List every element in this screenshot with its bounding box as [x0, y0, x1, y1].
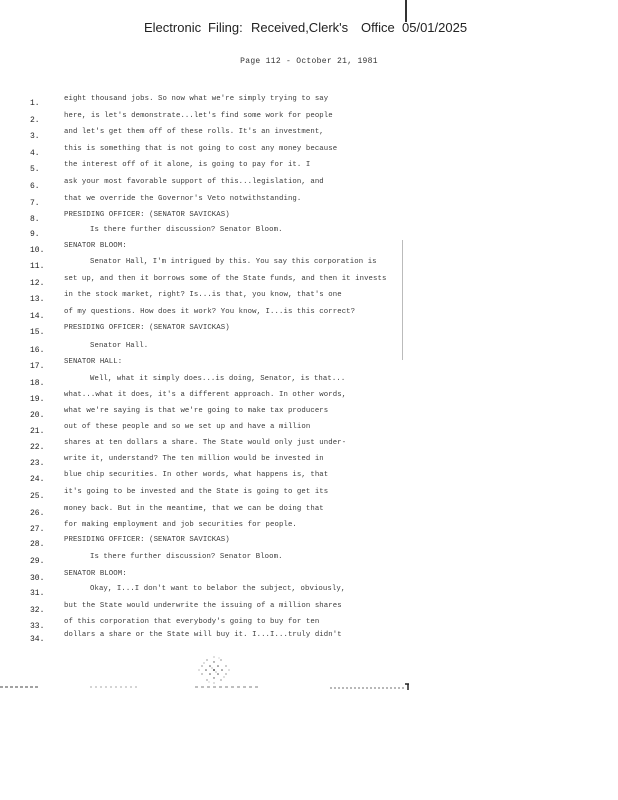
transcript-line: Senator Hall, I'm intrigued by this. You say this corporation is [90, 258, 377, 266]
transcript-line: ask your most favorable support of this...legislation, and [64, 178, 324, 186]
line-number: 2. [30, 116, 40, 125]
transcript-line: set up, and then it borrows some of the State funds, and then it invests [64, 275, 387, 283]
transcript-line: this is something that is not going to cost any money because [64, 145, 338, 153]
transcript-line: PRESIDING OFFICER: (SENATOR SAVICKAS) [64, 324, 230, 332]
line-number: 17. [30, 362, 45, 371]
transcript-line: it's going to be invested and the State is going to get its [64, 488, 329, 496]
transcript-line: out of these people and so we set up and have a million [64, 423, 311, 431]
transcript-line: eight thousand jobs. So now what we're simply trying to say [64, 95, 329, 103]
line-number: 26. [30, 509, 45, 518]
line-number: 6. [30, 182, 40, 191]
line-number: 33. [30, 622, 45, 631]
transcript-line: Okay, I...I don't want to belabor the subject, obviously, [90, 585, 346, 593]
line-number: 12. [30, 279, 45, 288]
scan-margin-line [402, 240, 403, 360]
transcript-line: write it, understand? The ten million would be invested in [64, 455, 324, 463]
line-number: 19. [30, 395, 45, 404]
transcript-line: blue chip securities. In other words, what happens is, that [64, 471, 329, 479]
transcript-line: here, is let's demonstrate...let's find some work for people [64, 112, 333, 120]
stamp-received: Received,Clerk's [251, 20, 349, 35]
transcript-line: and let's get them off of these rolls. It's an investment, [64, 128, 324, 136]
page-header: Page 112 - October 21, 1981 [240, 57, 378, 66]
line-number: 25. [30, 492, 45, 501]
line-number: 11. [30, 262, 45, 271]
line-number: 7. [30, 199, 40, 208]
line-number: 13. [30, 295, 45, 304]
transcript-line: SENATOR BLOOM: [64, 242, 127, 250]
line-number: 8. [30, 215, 40, 224]
line-number: 27. [30, 525, 45, 534]
line-number: 31. [30, 589, 45, 598]
line-number: 34. [30, 635, 45, 644]
stamp-office: Office [361, 20, 395, 35]
line-number: 23. [30, 459, 45, 468]
transcript-line: of this corporation that everybody's going to buy for ten [64, 618, 320, 626]
bottom-border-line [0, 683, 410, 691]
transcript-line: Is there further discussion? Senator Bloom. [90, 226, 283, 234]
transcript-line: what we're saying is that we're going to make tax producers [64, 407, 329, 415]
line-number: 29. [30, 557, 45, 566]
transcript-line: Is there further discussion? Senator Bloom. [90, 553, 283, 561]
transcript-line: the interest off of it alone, is going to pay for it. I [64, 161, 311, 169]
stamp-filing: Filing: [208, 20, 243, 35]
line-number: 5. [30, 165, 40, 174]
line-number: 21. [30, 427, 45, 436]
line-number: 15. [30, 328, 45, 337]
line-number: 20. [30, 411, 45, 420]
transcript-line: of my questions. How does it work? You know, I...is this correct? [64, 308, 356, 316]
transcript-line: Senator Hall. [90, 342, 149, 350]
scan-margin-line [405, 0, 407, 22]
transcript-line: shares at ten dollars a share. The State would only just under- [64, 439, 347, 447]
line-number: 16. [30, 346, 45, 355]
transcript-line: in the stock market, right? Is...is that, you know, that's one [64, 291, 342, 299]
line-number: 32. [30, 606, 45, 615]
stamp-electronic: Electronic [144, 20, 202, 35]
transcript-line: Well, what it simply does...is doing, Senator, is that... [90, 375, 346, 383]
line-number: 14. [30, 312, 45, 321]
line-number: 30. [30, 574, 45, 583]
line-number: 22. [30, 443, 45, 452]
transcript-line: PRESIDING OFFICER: (SENATOR SAVICKAS) [64, 211, 230, 219]
line-number: 18. [30, 379, 45, 388]
line-number: 24. [30, 475, 45, 484]
transcript-line: PRESIDING OFFICER: (SENATOR SAVICKAS) [64, 536, 230, 544]
transcript-line: SENATOR HALL: [64, 358, 123, 366]
transcript-line: money back. But in the meantime, that we can be doing that [64, 505, 324, 513]
line-number: 10. [30, 246, 45, 255]
transcript-line: dollars a share or the State will buy it. I...I...truly didn't [64, 631, 342, 639]
transcript-line: for making employment and job securities for people. [64, 521, 297, 529]
transcript-line: SENATOR BLOOM: [64, 570, 127, 578]
stamp-date: 05/01/2025 [402, 20, 468, 35]
line-number: 3. [30, 132, 40, 141]
transcript-line: what...what it does, it's a different approach. In other words, [64, 391, 347, 399]
line-number: 28. [30, 540, 45, 549]
transcript-line: that we override the Governor's Veto notwithstanding. [64, 195, 302, 203]
transcript-line: but the State would underwrite the issuing of a million shares [64, 602, 342, 610]
line-number: 9. [30, 230, 40, 239]
line-number: 4. [30, 149, 40, 158]
line-number: 1. [30, 99, 40, 108]
